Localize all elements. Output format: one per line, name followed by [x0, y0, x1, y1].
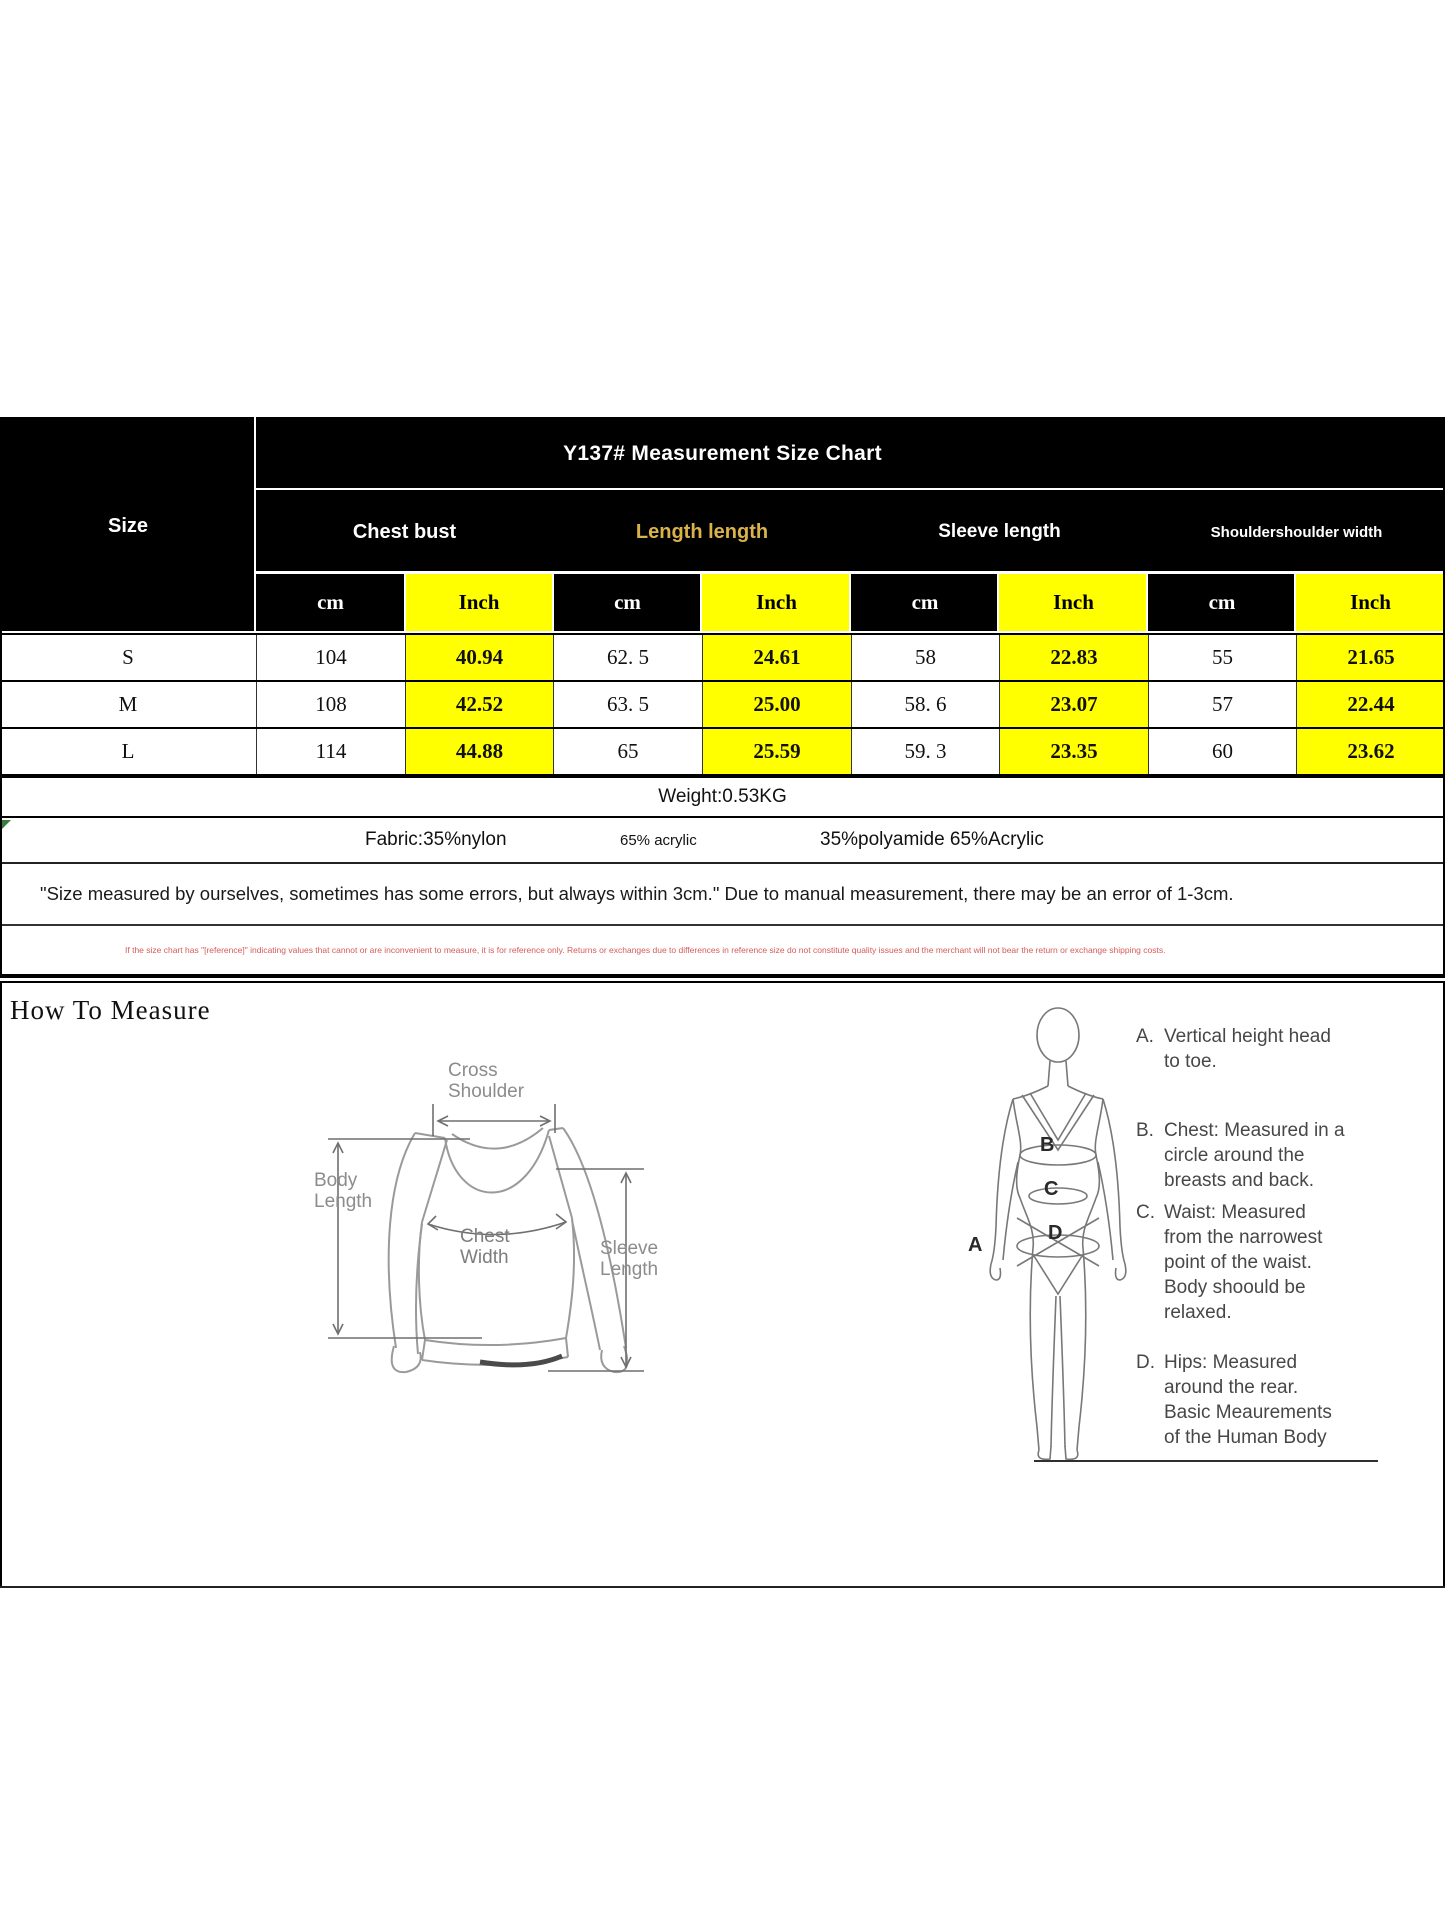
chart-title: Y137# Measurement Size Chart [563, 441, 882, 465]
grid-line [404, 574, 406, 631]
figure-letter-b: B [1040, 1134, 1055, 1156]
table-row-m [0, 682, 1445, 729]
value-cell: 22.83 [999, 635, 1148, 680]
unit-cell-cm: cm [1208, 590, 1236, 614]
section-divider [0, 981, 1445, 983]
label-cross-shoulder: Cross Shoulder [448, 1060, 525, 1102]
fabric-text-2: 65% acrylic [620, 832, 697, 849]
value-cell: 42.52 [405, 682, 553, 727]
grid-line [254, 417, 256, 633]
size-cell: M [118, 692, 138, 716]
grid-line [1146, 574, 1148, 631]
value-cell: 59. 3 [851, 729, 999, 774]
value-cell: 58 [851, 635, 999, 680]
instruction-a: A. Vertical height head to toe. [1136, 1026, 1331, 1072]
unit-cell-cm: cm [614, 590, 641, 614]
section-divider [0, 974, 1445, 978]
unit-cell-inch: Inch [702, 574, 851, 631]
value-cell: 55 [1148, 635, 1296, 680]
value-cell: 108 [256, 682, 405, 727]
column-header-sleeve: Sleeve length [938, 521, 1061, 542]
figure-letter-a: A [968, 1234, 983, 1256]
instruction-d: D. Hips: Measured around the rear. Basic Meaurements of the Human Body [1136, 1352, 1332, 1448]
value-cell: 40.94 [405, 635, 553, 680]
column-header-length: Length length [635, 520, 769, 543]
disclaimer-row [0, 864, 1445, 926]
figure-letter-d: D [1048, 1222, 1063, 1244]
grid-line [0, 631, 1445, 633]
size-cell: L [121, 739, 135, 763]
disclaimer-text: "Size measured by ourselves, sometimes has some errors, but always within 3cm." Due to manual measurement, there may be an error of 1-3cm. [40, 883, 1234, 904]
measure-box-border-bottom [0, 1586, 1445, 1588]
label-sleeve-length: Sleeve Length [600, 1238, 659, 1280]
grid-line [256, 488, 1445, 490]
value-cell: 22.44 [1296, 682, 1445, 727]
cell-corner-marker [2, 820, 11, 829]
grid-line [849, 574, 851, 631]
value-cell: 44.88 [405, 729, 553, 774]
weight-row: Weight:0.53KG [0, 776, 1445, 818]
value-cell: 23.07 [999, 682, 1148, 727]
table-border-left [0, 417, 2, 974]
fabric-text-3: 35%polyamide 65%Acrylic [820, 829, 1044, 850]
value-cell: 23.62 [1296, 729, 1445, 774]
value-cell: 60 [1148, 729, 1296, 774]
fabric-row [0, 818, 1445, 864]
grid-line [552, 574, 554, 631]
grid-line [700, 574, 702, 631]
unit-cell-cm: cm [317, 590, 344, 614]
instruction-b: B. Chest: Measured in a circle around the breasts and back. [1136, 1120, 1345, 1191]
measure-box-border-left [0, 983, 2, 1588]
value-cell: 57 [1148, 682, 1296, 727]
size-cell: S [122, 645, 134, 669]
value-cell: 65 [553, 729, 702, 774]
label-body-length: Body Length [314, 1170, 373, 1212]
table-row-s [0, 635, 1445, 682]
value-cell: 21.65 [1296, 635, 1445, 680]
column-header-chest: Chest bust [352, 520, 457, 543]
table-row-l [0, 729, 1445, 776]
label-chest-width: Chest Width [460, 1226, 510, 1268]
value-cell: 23.35 [999, 729, 1148, 774]
value-cell: 24.61 [702, 635, 851, 680]
column-header-size: Size [107, 514, 149, 537]
figure-letter-c: C [1044, 1178, 1059, 1200]
value-cell: 62. 5 [553, 635, 702, 680]
value-cell: 114 [256, 729, 405, 774]
reference-note-text: If the size chart has "[reference]" indicating values that cannot or are inconvenient to measure, it is for reference only. Returns or exchanges due to differences in reference size do not constitute quality issues and the merchant will not bear the return or exchange shipping costs. [125, 945, 1166, 955]
column-header-shoulder: Shouldershoulder width [1210, 523, 1383, 541]
unit-cell-cm: cm [911, 590, 939, 614]
instruction-c: C. Waist: Measured from the narrowest point of the waist. Body shoould be relaxed. [1136, 1202, 1323, 1323]
how-to-measure-heading: How To Measure [10, 995, 211, 1025]
unit-cell-inch: Inch [405, 574, 553, 631]
value-cell: 63. 5 [553, 682, 702, 727]
value-cell: 58. 6 [851, 682, 999, 727]
grid-line [997, 574, 999, 631]
value-cell: 104 [256, 635, 405, 680]
unit-cell-inch: Inch [1296, 574, 1445, 631]
value-cell: 25.00 [702, 682, 851, 727]
instruction-underline [1034, 1460, 1378, 1462]
value-cell: 25.59 [702, 729, 851, 774]
unit-cell-inch: Inch [999, 574, 1148, 631]
grid-line [1294, 574, 1296, 631]
fabric-text-1: Fabric:35%nylon [365, 829, 507, 850]
reference-note-row [0, 926, 1445, 974]
